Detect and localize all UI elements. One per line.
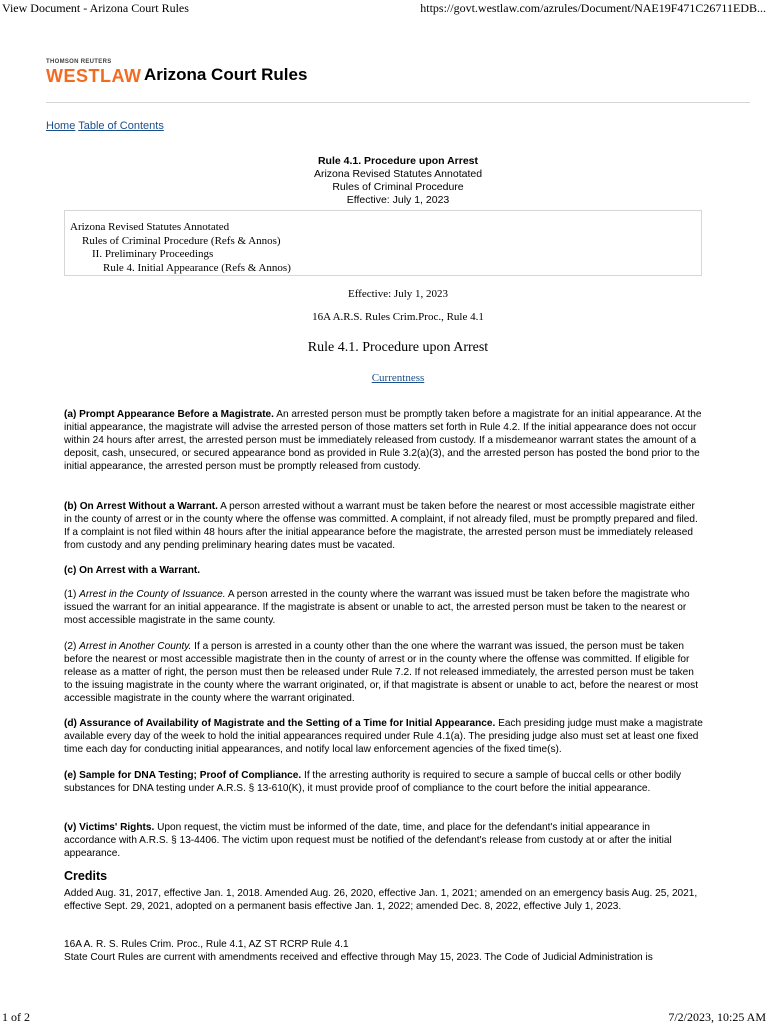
paragraph-b-text: A person arrested without a warrant must be taken before the nearest or most accessible magistrate either in the county of arrest or in the county where the offense was committed. A complaint, if not already filed, must be promptly prepared and filed. If a complaint is not filed within 48 hours after the initial appearance before the magistrate, the arrested person must be immediately released from custody and any pending preliminary hearing dates must be vacated.	[64, 501, 698, 551]
document-title: Rule 4.1. Procedure upon Arrest	[317, 155, 479, 167]
paragraph-d	[64, 717, 704, 756]
breadcrumb-nav	[46, 120, 164, 132]
paragraph-a-text: An arrested person must be promptly taken before a magistrate for an initial appearance. At the initial appearance, the magistrate will advise the arrested person of those matters set forth in Rule 4.2. If the initial appearance does not occur within 24 hours after arrest, the arrested person must be immediately released from custody. If a misdemeanor warrant states the amount of a deposit, cash, unsecured, or secured appearance bond as provided in Rule 3.2(a)(3), and the arrested person has posted the bond prior to the initial appearance, the arrested person must be promptly released from custody.	[64, 409, 702, 472]
hierarchy-level-3: II. Preliminary Proceedings	[92, 248, 214, 260]
paragraph-c2-text: If a person is arrested in a county other than the one where the warrant was issued, the person must be taken before the nearest or most accessible magistrate then in the county of arrest or in the county where the offense was committed. If eligible for release as a matter of right, the person must then be released under Rule 7.2. If not released immediately, the arrested person must be taken to the issuing magistrate in the county where the warrant originated, or, if that magistrate is absent or unable to act, before the nearest or most accessible magistrate in the county where the warrant originated.	[64, 641, 699, 704]
paragraph-v-heading: (v) Victims' Rights.	[64, 822, 155, 833]
paragraph-c	[64, 564, 704, 577]
print-footer-page: 1 of 2	[2, 1010, 30, 1024]
paragraph-v-text: Upon request, the victim must be informed of the date, time, and place for the defendant's initial appearance in accordance with A.R.S. § 13-4406. The victim upon request must be notified of the defendant's release from custody at or after the initial appearance.	[64, 822, 672, 859]
westlaw-wordmark: WESTLAW	[46, 66, 142, 86]
paragraph-c1-heading: Arrest in the County of Issuance.	[79, 589, 226, 600]
paragraph-a	[64, 408, 704, 473]
paragraph-c1-number: (1)	[64, 589, 80, 600]
currency-statement: State Court Rules are current with amendments received and effective through May 15, 2023. The Code of Judicial Administration is	[64, 952, 653, 963]
effective-date: Effective: July 1, 2023	[348, 288, 448, 300]
paragraph-c2-number: (2)	[64, 641, 80, 652]
print-footer-datetime: 7/2/2023, 10:25 AM	[668, 1010, 766, 1024]
document-section: Rules of Criminal Procedure	[332, 181, 464, 193]
hierarchy-level-2: Rules of Criminal Procedure (Refs & Annos)	[82, 234, 281, 247]
table-of-contents-link[interactable]: Table of Contents	[78, 120, 164, 132]
westlaw-logo[interactable]	[46, 59, 142, 86]
paragraph-e-text: If the arresting authority is required to secure a sample of buccal cells or other bodily substances for DNA testing under A.R.S. § 13-610(K), it must provide proof of compliance to the court before the initial appearance.	[64, 770, 682, 794]
paragraph-d-heading: (d) Assurance of Availability of Magistrate and the Setting of a Time for Initial Appearance.	[64, 718, 496, 729]
paragraph-e-heading: (e) Sample for DNA Testing; Proof of Compliance.	[64, 770, 302, 781]
citation-footer: 16A A. R. S. Rules Crim. Proc., Rule 4.1, AZ ST RCRP Rule 4.1	[64, 939, 349, 950]
paragraph-c1	[64, 588, 704, 627]
print-header-url: https://govt.westlaw.com/azrules/Document/NAE19F471C26711EDB...	[420, 1, 766, 15]
paragraph-b	[64, 500, 704, 552]
hierarchy-box	[64, 210, 702, 276]
paragraph-c1-text: A person arrested in the county where the warrant was issued must be taken before the magistrate who issued the warrant for an initial appearance. If the magistrate is absent or unable to act, the arrested person must be taken to the nearest or most accessible magistrate in the same county.	[64, 589, 690, 626]
document-effective: Effective: July 1, 2023	[346, 194, 450, 206]
rule-title: Rule 4.1. Procedure upon Arrest	[307, 340, 489, 355]
hierarchy-level-1: Arizona Revised Statutes Annotated	[70, 221, 230, 233]
site-title: Arizona Court Rules	[144, 65, 308, 84]
thomson-reuters-text: THOMSON REUTERS	[46, 59, 112, 65]
document-header	[46, 155, 750, 207]
paragraph-c-heading: (c) On Arrest with a Warrant.	[64, 565, 201, 576]
credits-text: Added Aug. 31, 2017, effective Jan. 1, 2018. Amended Aug. 26, 2020, effective Jan. 1, 2021; amended on an emergency basis Aug. 25, 2021, effective Sept. 29, 2021, adopted on a permanent basis effective Jan. 1, 2022; amended Dec. 8, 2022, effective July 1, 2023.	[64, 888, 698, 912]
paragraph-b-heading: (b) On Arrest Without a Warrant.	[64, 501, 218, 512]
citation: 16A A.R.S. Rules Crim.Proc., Rule 4.1	[312, 311, 484, 323]
paragraph-e	[64, 769, 704, 795]
paragraph-v	[64, 821, 704, 860]
paragraph-d-text: Each presiding judge must make a magistrate available every day of the week to hold the initial appearances required under Rule 4.1(a). The presiding judge also must set at least one fixed time each day for conducting initial appearances, and notify local law enforcement agencies of the fixed time(s).	[64, 718, 703, 755]
home-link[interactable]: Home	[46, 120, 76, 132]
paragraph-c2-heading: Arrest in Another County.	[79, 641, 192, 652]
hierarchy-level-4: Rule 4. Initial Appearance (Refs & Annos)	[103, 261, 291, 274]
paragraph-a-heading: (a) Prompt Appearance Before a Magistrate.	[64, 409, 274, 420]
header-divider	[46, 102, 750, 103]
print-header-title: View Document - Arizona Court Rules	[2, 1, 189, 15]
credits-heading: Credits	[64, 869, 108, 883]
currentness-link[interactable]: Currentness	[371, 372, 425, 384]
paragraph-c2	[64, 640, 704, 705]
document-source: Arizona Revised Statutes Annotated	[313, 168, 483, 180]
